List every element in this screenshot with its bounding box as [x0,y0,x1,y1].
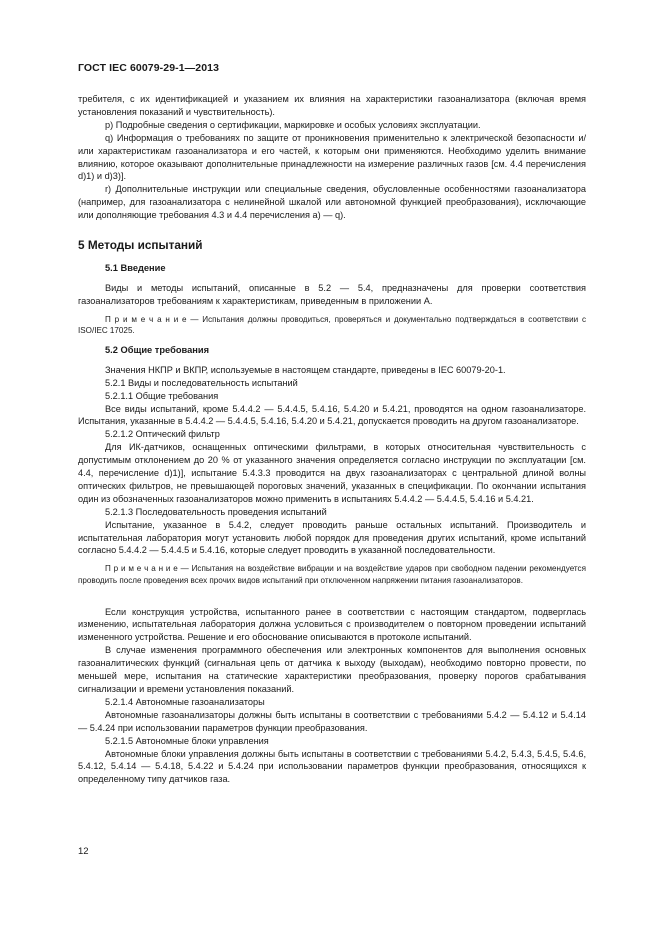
paragraph-autonomous-analyzers: Автономные газоанализаторы должны быть испытаны в соответствии с требованиями 5.4.2 — 5.4.12 и 5.4.14 — 5.4.24 при использовании параметров функции преобразования. [78,709,586,733]
paragraph-software-change: В случае изменения программного обеспечения или электронных компонентов для выполнения основных газоаналитических функций (сигнальная цепь от датчика к выходу (выходам), необходимо повторно провести, по меньшей мере, испытания на статические характеристики преобразования, проверку порогов срабатывания сигнализации и времени установления показаний. [78,645,586,694]
paragraph-continuation: требителя, с их идентификацией и указанием их влияния на характеристики газоанализатора (включая время установления показаний и чувствительность). [78,94,586,117]
paragraph-ir-sensors: Для ИК-датчиков, оснащенных оптическими фильтрами, в которых относительная чувствительность с допустимым отклонением до 20 % от указанного значения определяется согласно инструкции по эксплуатации [см. 4.4, перечисление d)1)], испытание 5.4.3.3 проводится на двух газоанализаторах с центральной длиной волны оптических фильтров, не превышающей пороговых значений, указанных в спецификации. По окончании испытания один из обозначенных газоанализаторов можно применить в испытаниях 5.4.4.2 — 5.4.4.5, 5.4.16 и 5.4.21. [78,442,586,504]
note-1 [78,314,586,337]
paragraph-test-order: Испытание, указанное в 5.4.2, следует проводить раньше остальных испытаний. Производитель и испытательная лаборатория могут установить любой порядок для проведения других испытаний, кроме испытаний согласно 5.4.4.2 — 5.4.4.5 и 5.4.16, которые следует проводить в указанной последовательности. [78,519,586,556]
subsection-5-2-1-1: 5.2.1.1 Общие требования [105,390,219,401]
section-heading-5: 5 Методы испытаний [78,238,203,253]
note-text: — Испытания должны проводиться, проверяться и документально подтверждаться в соответствии с ISO/IEC 17025. [78,314,587,336]
subsection-5-2-1-2: 5.2.1.2 Оптический фильтр [105,429,220,440]
paragraph-item-p: p) Подробные сведения о сертификации, маркировке и особых условиях эксплуатации. [105,119,481,130]
subsection-5-2-1-4: 5.2.1.4 Автономные газоанализаторы [105,696,265,707]
section-heading-5-2: 5.2 Общие требования [105,344,210,355]
page-number: 12 [78,846,89,857]
paragraph-all-tests: Все виды испытаний, кроме 5.4.4.2 — 5.4.4.5, 5.4.16, 5.4.20 и 5.4.21, проводятся на одном газоанализаторе. Испытания, указанные в 5.4.4.2 — 5.4.4.5, 5.4.16, 5.4.20 и 5.4.21, допускается проводить на другом газоанализаторе. [78,403,586,427]
subsection-5-2-1-3: 5.2.1.3 Последовательность проведения испытаний [105,506,327,517]
note-label: П р и м е ч а н и е [105,564,178,574]
note-label: П р и м е ч а н и е [105,314,187,324]
document-header: ГОСТ IEC 60079-29-1—2013 [78,62,220,74]
paragraph-design-change: Если конструкция устройства, испытанного ранее в соответствии с настоящим стандартом, подверглась изменению, испытательная лаборатория должна условиться с производителем о повторном проведении испытаний измененного устройства. Решение и его обоснование описываются в протоколе испытаний. [78,606,586,643]
document-body [78,93,586,786]
subsection-5-2-1: 5.2.1 Виды и последовательность испытаний [105,377,298,388]
note-2 [78,563,586,586]
note-text: — Испытания на воздействие вибрации и на воздействие ударов при свободном падении рекомендуется проводить после проведения всех прочих видов испытаний при отключенном напряжении питания газоанализаторов. [78,564,586,585]
paragraph-item-q: q) Информация о требованиях по защите от проникновения применительно к электрической безопасности и/или характеристикам газоанализатора и его частей, к которым они применяются. Необходимо уделить внимание влиянию, которое оказывают дополнительные принадлежности на измерение различных газов [см. 4.4 перечисления d)1) и d)3)]. [78,132,586,182]
paragraph-nkpr: Значения НКПР и ВКПР, используемые в настоящем стандарте, приведены в IEC 60079-20-1. [105,364,506,375]
paragraph-item-r: r) Дополнительные инструкции или специальные сведения, обусловленные особенностями газоанализатора (например, для газоанализатора с нелинейной шкалой или автономной функцией преобразования), исключающие или дополняющие требования 4.3 и 4.4 перечисления a) — q). [78,184,586,221]
paragraph-intro: Виды и методы испытаний, описанные в 5.2 — 5.4, предназначены для проверки соответствия газоанализаторов требованиям к характеристикам, приведенным в приложении А. [78,282,586,306]
section-heading-5-1: 5.1 Введение [105,262,166,273]
paragraph-control-units: Автономные блоки управления должны быть испытаны в соответствии с требованиями 5.4.2, 5.4.3, 5.4.5, 5.4.6, 5.4.12, 5.4.14 — 5.4.18, 5.4.22 и 5.4.24 при использовании параметров функции преобразования, относящихся к определенному типу датчиков газа. [78,748,586,785]
subsection-5-2-1-5: 5.2.1.5 Автономные блоки управления [105,735,269,746]
